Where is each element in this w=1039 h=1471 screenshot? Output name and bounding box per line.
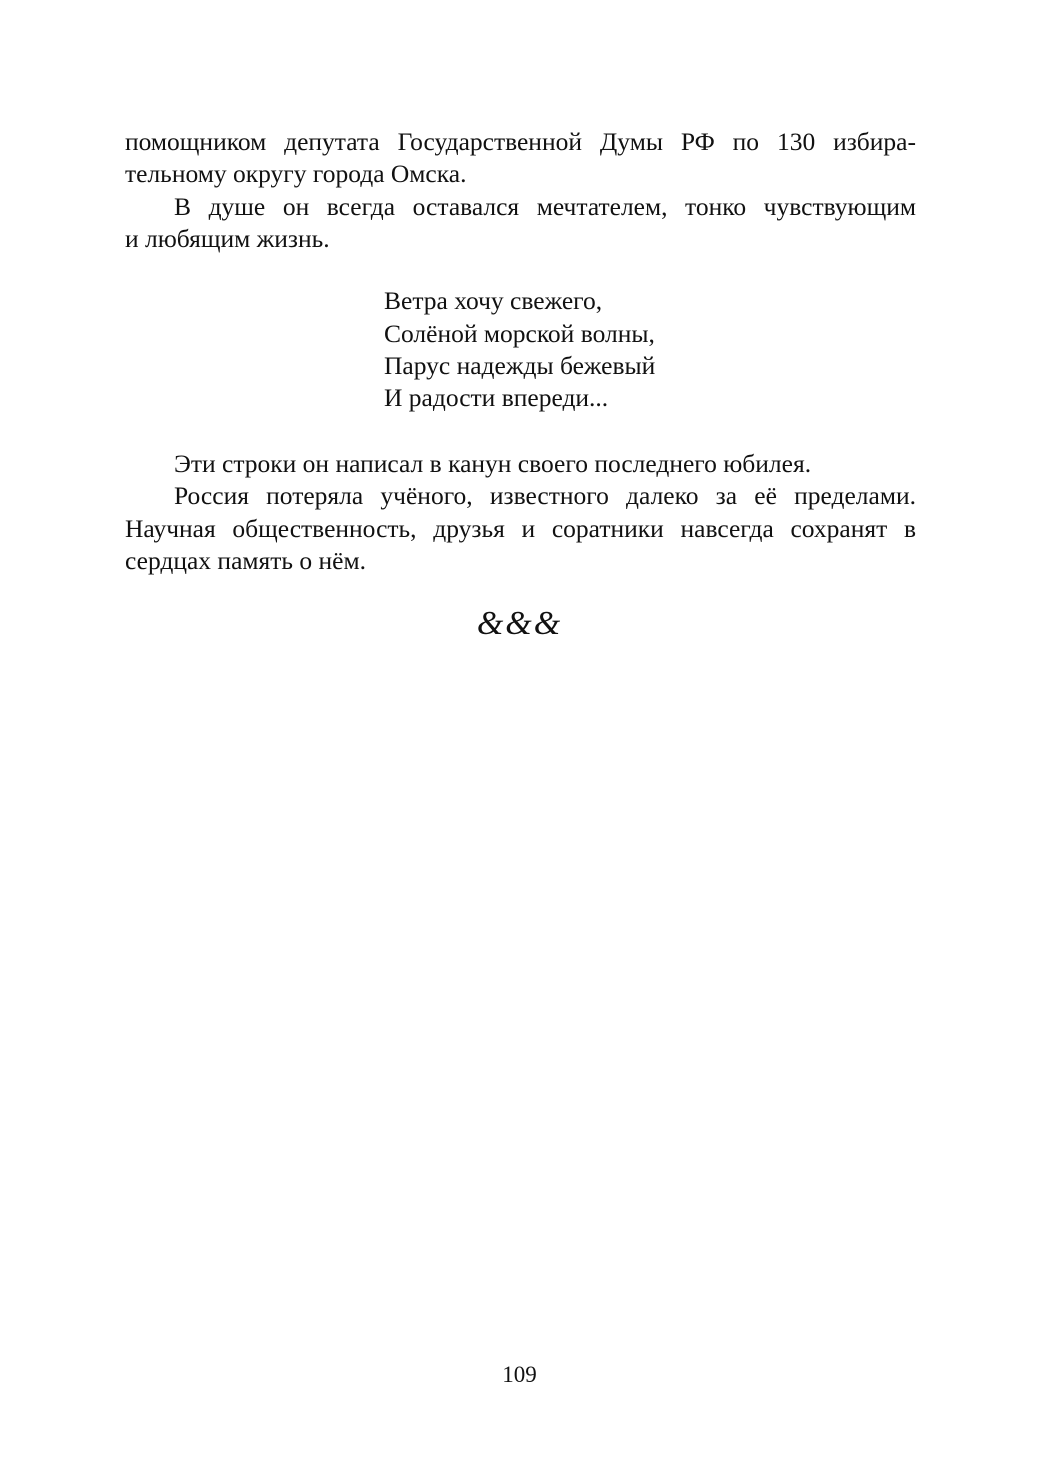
paragraph-3-line-1: Эти строки он написал в канун своего последнего юбилея. <box>174 449 812 478</box>
paragraph-4-line-3: сердцах память о нём. <box>125 546 367 575</box>
paragraph-1-line-1: помощником депутата Государственной Думы РФ по 130 избира- <box>125 127 916 156</box>
poem-line-1: Ветра хочу свежего, <box>384 286 603 315</box>
poem-line-2: Солёной морской волны, <box>384 319 655 348</box>
section-divider-ornament: &&& <box>476 605 563 642</box>
paragraph-4-line-2: Научная общественность, друзья и соратники навсегда сохранят в <box>125 514 916 543</box>
poem-line-3: Парус надежды бежевый <box>384 351 656 380</box>
paragraph-2-line-1: В душе он всегда оставался мечтателем, тонко чувствующим <box>174 192 916 221</box>
poem-line-4: И радости впереди... <box>384 383 609 412</box>
paragraph-2-line-2: и любящим жизнь. <box>125 224 330 253</box>
page-number: 109 <box>502 1362 537 1387</box>
paragraph-4-line-1: Россия потеряла учёного, известного далеко за её пределами. <box>174 481 916 510</box>
paragraph-1-line-2: тельному округу города Омска. <box>125 159 467 188</box>
